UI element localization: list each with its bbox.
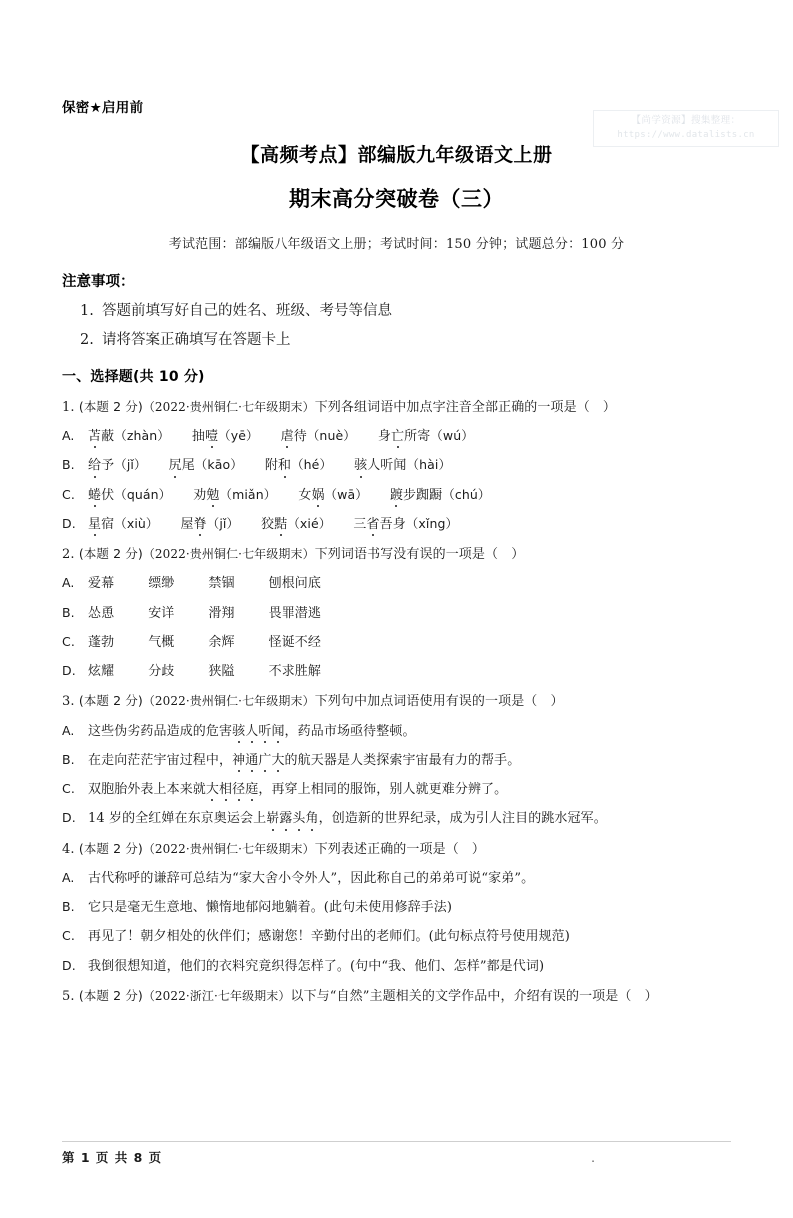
option-text: 14 岁的全红婵在东京奥运会上崭露头角，创造新的世界纪录，成为引人注目的跳水冠军。: [88, 811, 607, 827]
question-option[interactable]: [62, 781, 731, 798]
option-pinyin: （nuè）: [306, 428, 356, 444]
question-option[interactable]: [62, 870, 731, 887]
exam-page: [0, 96, 793, 1218]
option-letter: A.: [62, 428, 75, 444]
question-number: 4.: [62, 841, 75, 857]
question-option[interactable]: [62, 457, 731, 474]
option-word: 狭隘: [208, 664, 235, 680]
notice-item: [62, 332, 731, 349]
notice-item-number: 2.: [80, 332, 94, 349]
option-pinyin: （jǐ）: [114, 457, 147, 473]
question-stem: [62, 546, 731, 563]
option-text: 双胞胎外表上本来就大相径庭，再穿上相同的服饰，别人就更难分辨了。: [88, 782, 508, 798]
section-heading: 一、选择题(共 10 分): [62, 368, 205, 385]
option-letter: D.: [62, 810, 76, 826]
question-option[interactable]: [62, 487, 731, 504]
option-letter: A.: [62, 722, 75, 738]
question: [62, 988, 731, 1005]
page-footer: [62, 1141, 731, 1166]
option-word: 余辉: [208, 634, 235, 650]
question-source: （2022·浙江·七年级期末）: [142, 988, 291, 1003]
option-letter: C.: [62, 486, 75, 502]
notice-item: [62, 303, 731, 320]
question-prompt: 下列词语书写没有误的一项是（ ）: [314, 547, 525, 563]
option-letter: D.: [62, 663, 76, 679]
question-points: (本题 2 分): [78, 398, 143, 414]
option-word: 气概: [148, 634, 175, 650]
option-pinyin: （kāo）: [194, 457, 243, 473]
option-letter: D.: [62, 515, 76, 531]
option-word: 刨根问底: [268, 576, 322, 592]
option-word: 蜷伏: [88, 487, 115, 503]
option-letter: C.: [62, 928, 75, 944]
question-prompt: 下列句中加点词语使用有误的一项是（ ）: [314, 694, 564, 710]
option-pinyin: （xié）: [287, 515, 332, 531]
option-word: 附和: [264, 458, 292, 474]
question-points: (本题 2 分): [78, 546, 143, 562]
option-letter: B.: [62, 751, 75, 767]
option-pinyin: （quán）: [114, 486, 172, 502]
option-word: 苫蔽: [88, 429, 115, 445]
option-pinyin: （xǐng）: [405, 515, 459, 531]
option-text: 古代称呼的谦辞可总结为“家大舍小令外人”，因此称自己的弟弟可说“家弟”。: [88, 870, 535, 886]
questions-container: [62, 399, 731, 1005]
question-option[interactable]: [62, 516, 731, 533]
option-text: 它只是毫无生意地、懒惰地郁闷地躺着。(此句未使用修辞手法): [88, 900, 453, 916]
watermark-url: https://www.datalists.cn: [617, 129, 755, 140]
secrecy-notice: 保密★启用前: [62, 100, 144, 116]
notice-item-text: 请将答案正确填写在答题卡上: [102, 332, 291, 349]
option-word: 安详: [148, 605, 175, 621]
option-word: 不求胜解: [268, 664, 322, 680]
option-pinyin: （hài）: [406, 457, 452, 473]
question-option[interactable]: [62, 752, 731, 769]
question-number: 1.: [62, 399, 75, 415]
question: [62, 841, 731, 975]
option-pinyin: （wú）: [430, 428, 474, 444]
question-prompt: 下列各组词语中加点字注音全部正确的一项是（ ）: [314, 399, 616, 415]
option-word: 炫耀: [88, 664, 115, 680]
option-pinyin: （jǐ）: [206, 515, 240, 531]
option-word: 尻尾: [168, 458, 195, 474]
option-text: 我倒很想知道，他们的衣料究竟织得怎样了。(句中“我、他们、怎样”都是代词): [88, 958, 545, 974]
question-source: （2022·贵州铜仁·七年级期末）: [142, 547, 315, 562]
notice-item-number: 1.: [80, 303, 94, 319]
question: [62, 693, 731, 827]
question-points: (本题 2 分): [78, 693, 143, 709]
option-word: 缥缈: [148, 576, 175, 592]
option-word: 骇人听闻: [354, 458, 407, 474]
notice-list: [62, 303, 731, 350]
option-word: 踱步踟蹰: [389, 487, 443, 503]
question-prompt: 下列表述正确的一项是（ ）: [314, 841, 485, 857]
question-stem: [62, 693, 731, 710]
option-word: 畏罪潜逃: [268, 605, 322, 621]
question-option[interactable]: [62, 428, 731, 445]
question-number: 5.: [62, 988, 75, 1004]
question-option[interactable]: [62, 958, 731, 975]
option-letter: A.: [62, 575, 75, 591]
question-option[interactable]: [62, 663, 731, 680]
question-number: 2.: [62, 547, 75, 563]
notice-item-text: 答题前填写好自己的姓名、班级、考号等信息: [102, 303, 392, 319]
option-word: 三省吾身: [353, 516, 406, 532]
page-subtitle: 期末高分突破卷（三）: [289, 187, 504, 211]
option-pinyin: （xiù）: [114, 515, 159, 531]
option-word: 狡黠: [261, 516, 288, 532]
notice-title: 注意事项：: [62, 274, 135, 290]
question: [62, 399, 731, 533]
question-option[interactable]: [62, 634, 731, 651]
option-pinyin: （zhàn）: [114, 428, 170, 444]
option-word: 滑翔: [208, 605, 235, 621]
option-letter: B.: [62, 604, 75, 620]
option-word: 怂恿: [88, 605, 115, 621]
option-pinyin: （wā）: [324, 486, 368, 502]
option-letter: C.: [62, 781, 75, 797]
option-word: 蓬勃: [88, 634, 115, 650]
question-option[interactable]: [62, 575, 731, 592]
question-points: (本题 2 分): [78, 840, 143, 856]
page-number: 第 1 页 共 8 页: [62, 1150, 163, 1165]
option-letter: C.: [62, 633, 75, 649]
question-option[interactable]: [62, 810, 731, 827]
option-word: 抽噎: [191, 429, 219, 445]
option-letter: D.: [62, 957, 76, 973]
question-option[interactable]: [62, 605, 731, 622]
option-letter: B.: [62, 899, 75, 915]
option-pinyin: （miǎn）: [219, 486, 277, 502]
question-source: （2022·贵州铜仁·七年级期末）: [142, 694, 315, 709]
option-letter: A.: [62, 869, 75, 885]
option-pinyin: （yē）: [218, 428, 259, 444]
question-source: （2022·贵州铜仁·七年级期末）: [142, 399, 315, 414]
question-source: （2022·贵州铜仁·七年级期末）: [142, 841, 315, 856]
option-word: 身亡所寄: [377, 429, 431, 445]
option-word: 星宿: [88, 516, 115, 532]
option-word: 怪诞不经: [268, 634, 322, 650]
option-pinyin: （chú）: [442, 486, 491, 502]
question: [62, 546, 731, 680]
option-pinyin: （hé）: [291, 457, 333, 473]
question-points: (本题 2 分): [78, 987, 143, 1003]
option-text: 在走向茫茫宇宙过程中，神通广大的航天器是人类探索宇宙最有力的帮手。: [88, 752, 521, 768]
question-stem: [62, 399, 731, 416]
question-stem: [62, 988, 731, 1005]
option-word: 给予: [88, 458, 115, 474]
question-prompt: 以下与“自然”主题相关的文学作品中，介绍有误的一项是（ ）: [290, 988, 658, 1004]
option-word: 女娲: [298, 487, 325, 503]
option-word: 屋脊: [180, 516, 207, 532]
exam-meta: 考试范围：部编版八年级语文上册；考试时间：150 分钟；试题总分：100 分: [168, 237, 625, 252]
option-text: 再见了！朝夕相处的伙伴们；感谢您！辛勤付出的老师们。(此句标点符号使用规范): [88, 929, 570, 945]
question-option[interactable]: [62, 928, 731, 945]
question-option[interactable]: [62, 723, 731, 740]
option-text: 这些伪劣药品造成的危害骇人听闻，药品市场亟待整顿。: [88, 723, 416, 739]
option-word: 劝勉: [193, 487, 220, 503]
footer-dot: .: [591, 1151, 595, 1165]
page-title: 【高频考点】部编版九年级语文上册: [240, 144, 553, 166]
option-word: 爱幕: [88, 576, 115, 592]
option-word: 禁锢: [208, 576, 235, 592]
option-word: 虐待: [280, 429, 307, 445]
option-word: 分歧: [148, 664, 175, 680]
watermark-source-label: 【尚学资源】搜集整理：: [631, 115, 741, 126]
question-stem: [62, 841, 731, 858]
question-option[interactable]: [62, 899, 731, 916]
option-letter: B.: [62, 457, 75, 473]
question-number: 3.: [62, 694, 75, 710]
